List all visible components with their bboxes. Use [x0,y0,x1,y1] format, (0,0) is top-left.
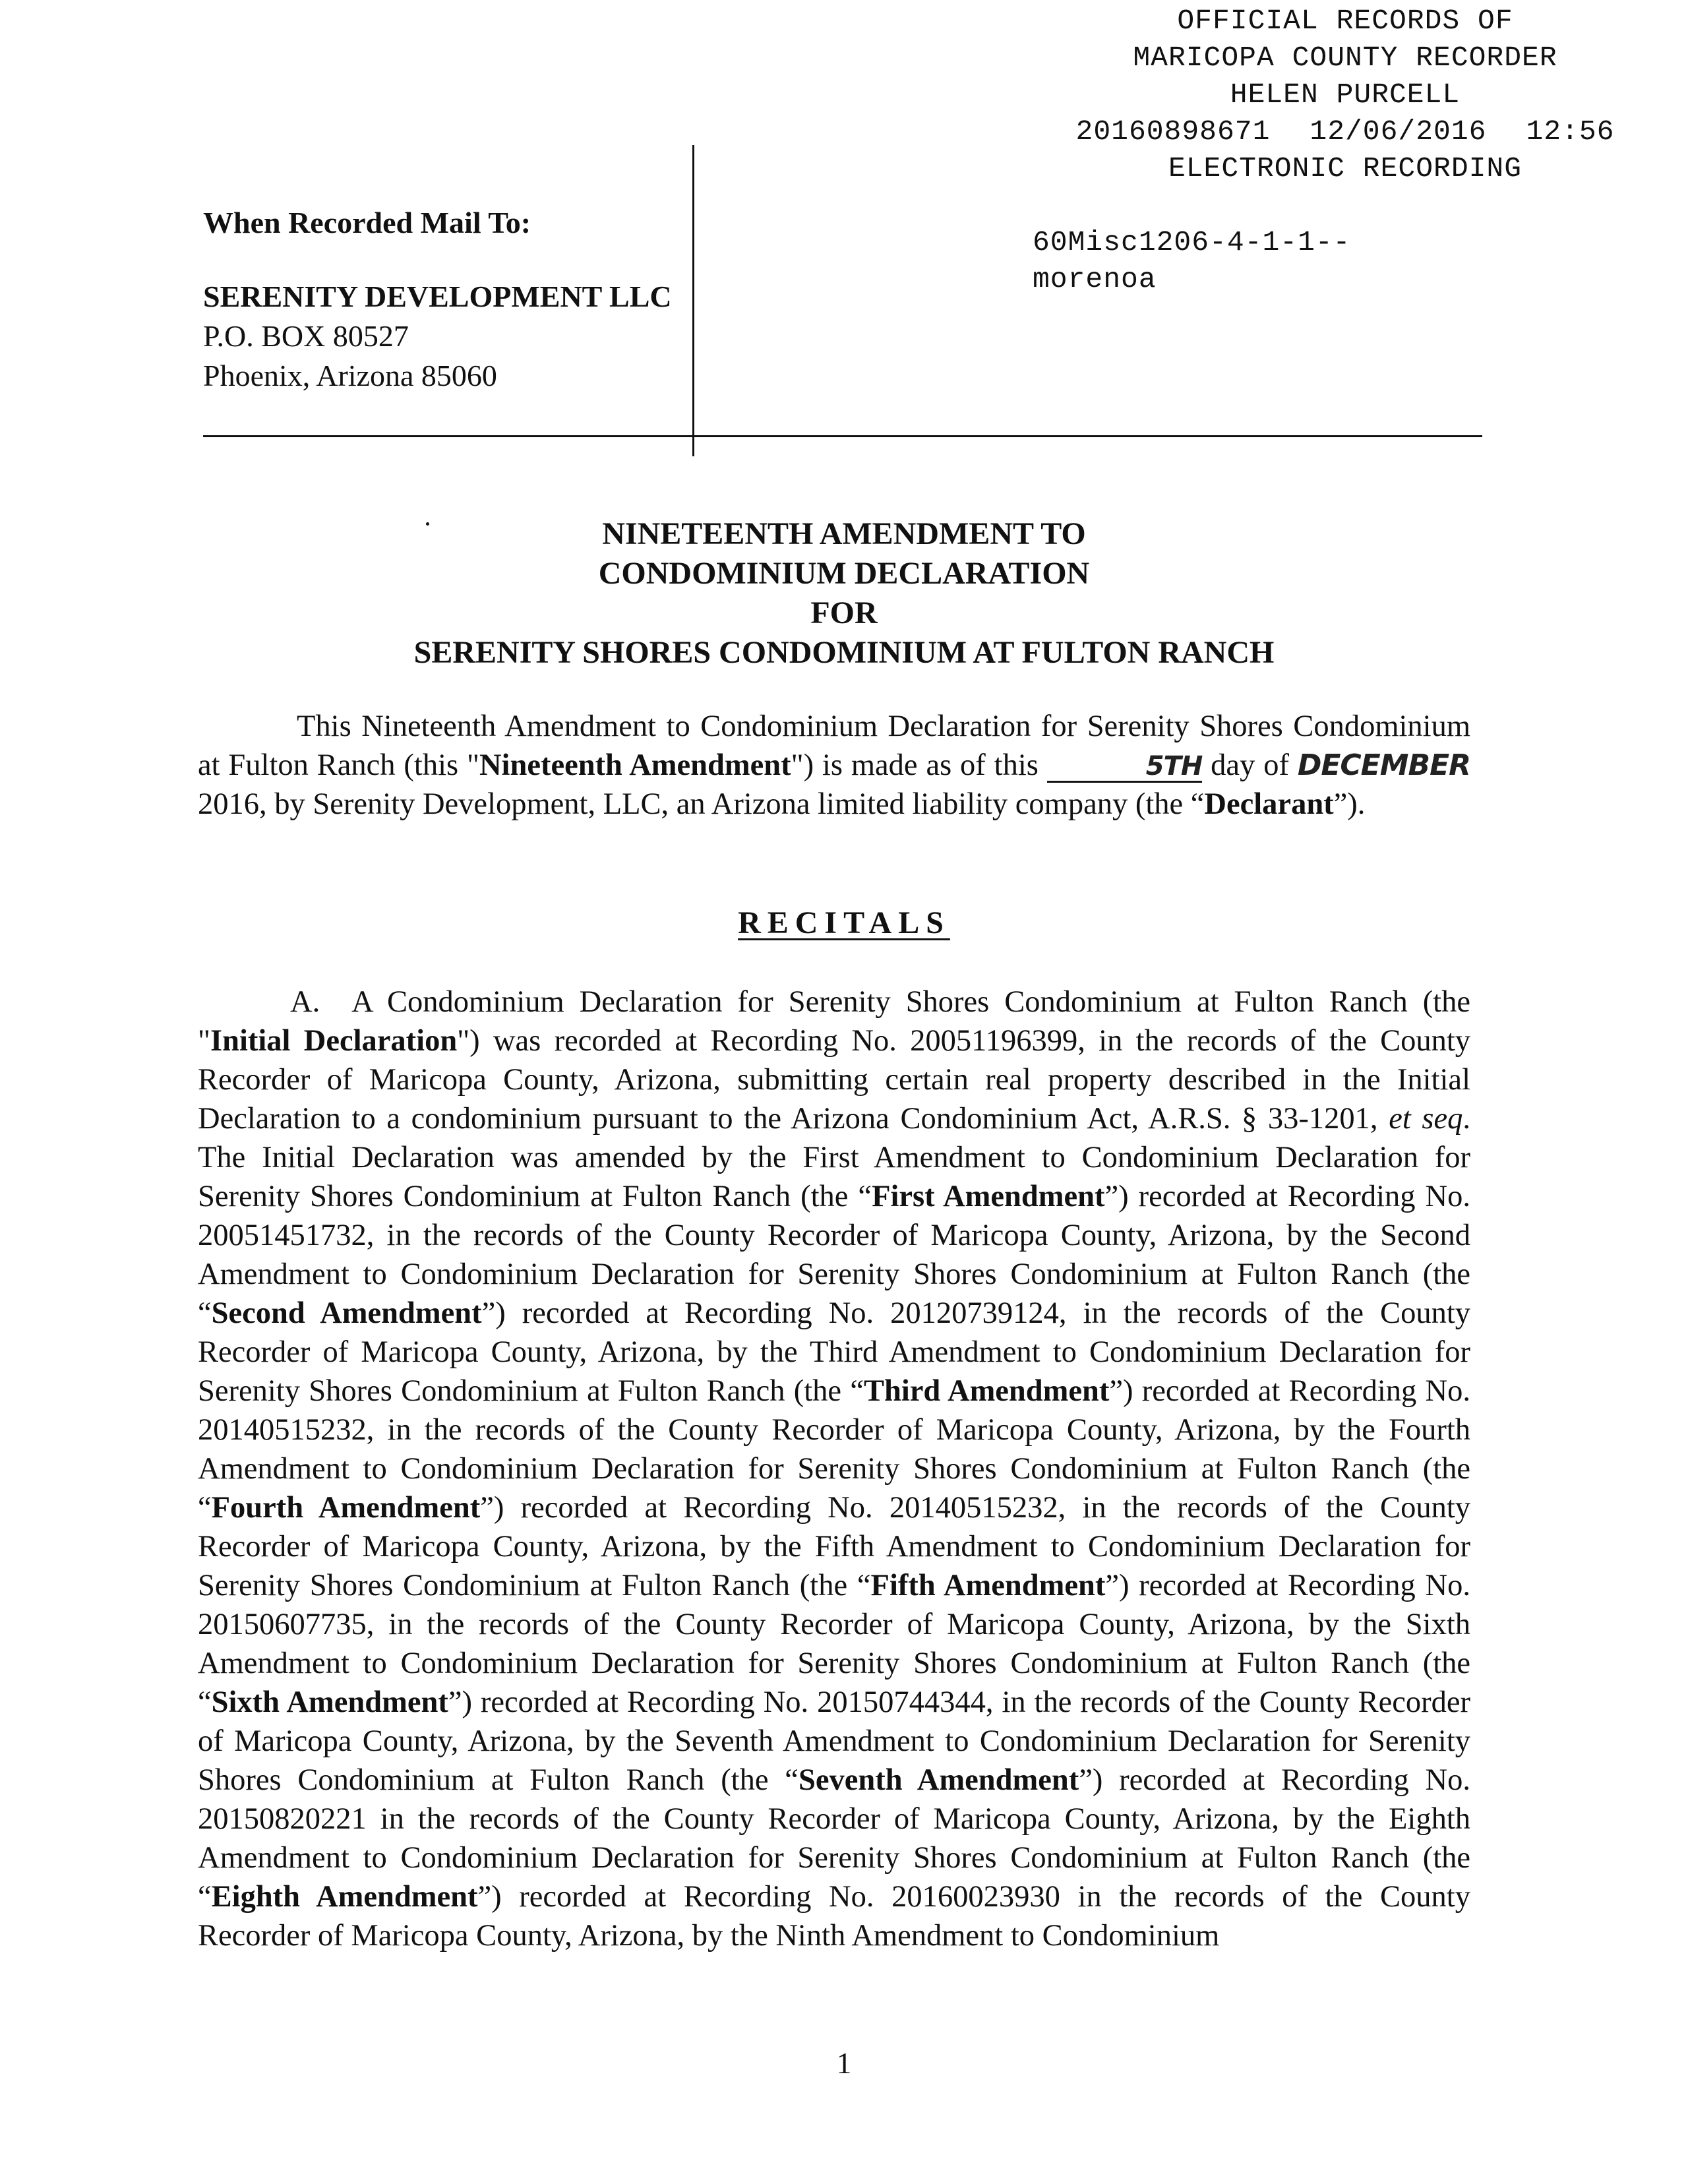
recital-text: ”) recorded at Recording No. 20150744344, in the records of the County Recorder of Maricopa County, Arizona, by the Seventh Amendment to Condominium Declaration for Serenity Shores Condominium at Fulton Ranch (the “ [198,1685,1470,1797]
mail-to-name: SERENITY DEVELOPMENT LLC [203,280,672,313]
title-line-4: SERENITY SHORES CONDOMINIUM AT FULTON RANCH [413,635,1275,670]
recorder-stamp [1029,3,1662,187]
page-number: 1 [836,2046,852,2080]
recital-text: ”) recorded at Recording No. 20150820221 in the records of the County Recorder of Maricopa County, Arizona, by the Eighth Amendment to Condominium Declaration for Serenity Shores Condominium at Fulton Ranch (the “ [198,1763,1470,1914]
mail-to-address-line-1: P.O. BOX 80527 [203,319,409,353]
recording-number: 20160898671 [1075,115,1271,148]
intro-text-2: ") is made as of this [791,748,1047,782]
recital-text: ") was recorded at Recording No. 20051196399, in the records of the County Recorder of Maricopa County, Arizona, submitting certain real property described in the Initial Declaration to a condominium pursuant to the Arizona Condominium Act, A.R.S. § 33-1201, [198,1024,1470,1136]
italic-text: et seq [1389,1102,1463,1136]
defined-term: Eighth Amendment [211,1880,478,1914]
defined-term: Fourth Amendment [211,1491,481,1525]
defined-term-nineteenth-amendment: Nineteenth Amendment [479,748,791,782]
recitals-heading-text: RECITALS [738,905,950,940]
mail-to-heading: When Recorded Mail To: [203,206,531,239]
recording-time: 12:56 [1526,115,1615,148]
mail-to-address-line-2: Phoenix, Arizona 85060 [203,359,497,392]
recital-a-label: A. [290,985,320,1019]
recital-text: ”) recorded at Recording No. 20140515232, in the records of the County Recorder of Maricopa County, Arizona, by the Fourth Amendment to Condominium Declaration for Serenity Shores Condominium at Fulton Ranch (the “ [198,1374,1470,1525]
handwritten-month: DECEMBER [1297,748,1470,782]
defined-term: Sixth Amendment [211,1685,448,1719]
defined-term: Second Amendment [211,1296,482,1330]
recital-a-paragraph [198,983,1470,1955]
stamp-line-recorder-name: HELEN PURCELL [1230,78,1461,111]
mail-to-block [203,203,691,396]
recital-text: ”) recorded at Recording No. 20140515232, in the records of the County Recorder of Maricopa County, Arizona, by the Fifth Amendment to Condominium Declaration for Serenity Shores Condominium at Fulton Ranch (the “ [198,1491,1470,1602]
intro-text-3: day of [1202,748,1298,782]
stamp-line-official-records: OFFICIAL RECORDS OF [1177,5,1513,37]
recital-text: ”) recorded at Recording No. 20160023930 in the records of the County Recorder of Maricopa County, Arizona, by the Ninth Amendment to Condominium [198,1880,1470,1953]
defined-term-declarant: Declarant [1204,787,1334,821]
recital-text: . The Initial Declaration was amended by the First Amendment to Condominium Declaration for Serenity Shores Condominium at Fulton Ranch (the “ [198,1102,1470,1213]
intro-text-1: This Nineteenth Amendment to Condominium Declaration for Serenity Shores Condominium at Fulton Ranch (this " [198,710,1470,782]
recording-code [1033,224,1350,298]
recording-clerk: morenoa [1033,263,1157,295]
title-line-2: CONDOMINIUM DECLARATION [598,556,1090,591]
recital-text: ”) recorded at Recording No. 20120739124, in the records of the County Recorder of Maricopa County, Arizona, by the Third Amendment to Condominium Declaration for Serenity Shores Condominium at Fulton Ranch (the “ [198,1296,1470,1408]
stamp-recording-row [1029,113,1662,150]
recording-date: 12/06/2016 [1310,115,1487,148]
recital-text: A Condominium Declaration for Serenity Shores Condominium at Fulton Ranch (the " [198,985,1470,1058]
intro-paragraph [198,707,1470,824]
defined-term: Fifth Amendment [870,1569,1106,1602]
defined-term: Seventh Amendment [798,1763,1079,1797]
recital-text: ”) recorded at Recording No. 20150607735, in the records of the County Recorder of Maricopa County, Arizona, by the Sixth Amendment to Condominium Declaration for Serenity Shores Condominium at Fulton Ranch (the “ [198,1569,1470,1719]
intro-text-4: 2016, by Serenity Development, LLC, an Arizona limited liability company (the “ [198,787,1205,821]
recital-text: ”) recorded at Recording No. 20051451732, in the records of the County Recorder of Maricopa County, Arizona, by the Second Amendment to Condominium Declaration for Serenity Shores Condominium at Fulton Ranch (the “ [198,1180,1470,1330]
defined-term: Third Amendment [863,1374,1110,1408]
defined-term: First Amendment [872,1180,1105,1213]
stamp-line-county-recorder: MARICOPA COUNTY RECORDER [1133,42,1557,74]
document-title [198,514,1490,673]
stamp-line-electronic-recording: ELECTRONIC RECORDING [1168,152,1522,185]
header-vertical-divider [692,145,694,456]
title-line-3: FOR [810,595,878,630]
recital-a-body [198,985,1470,1953]
defined-term: Initial Declaration [210,1024,458,1058]
recitals-heading [198,905,1490,941]
header-horizontal-divider [203,435,1482,437]
title-line-1: NINETEENTH AMENDMENT TO [602,516,1086,551]
recording-code-line: 60Misc1206-4-1-1-- [1033,226,1351,258]
intro-text-5: ”). [1333,787,1366,821]
handwritten-day: 5TH [1047,752,1203,783]
